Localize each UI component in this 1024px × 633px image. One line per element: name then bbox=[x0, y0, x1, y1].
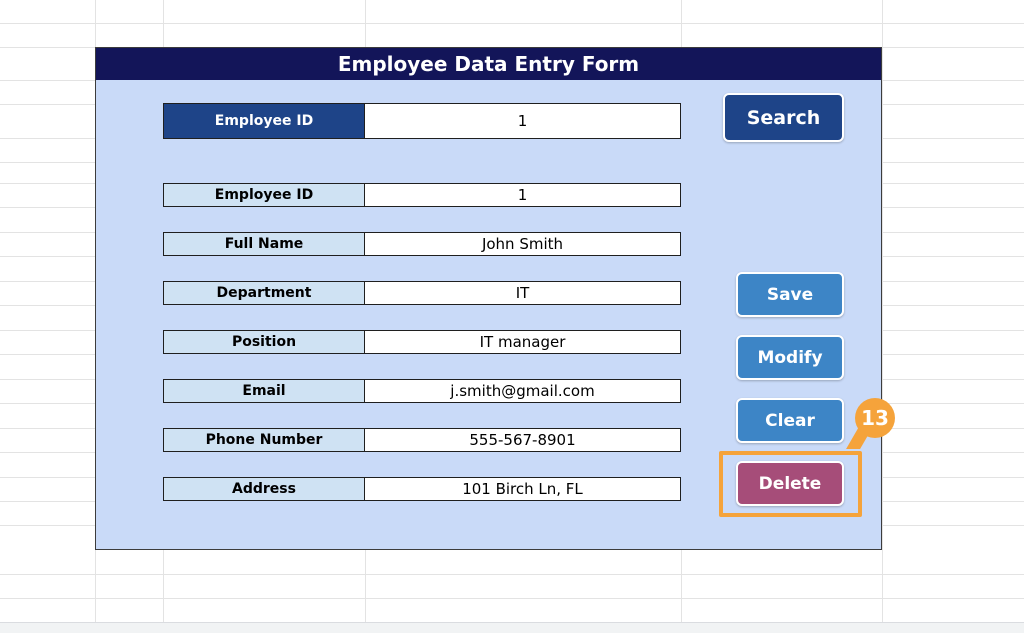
field-row-position bbox=[163, 330, 681, 354]
position-field[interactable]: IT manager bbox=[365, 330, 681, 354]
email-field[interactable]: j.smith@gmail.com bbox=[365, 379, 681, 403]
field-row-address bbox=[163, 477, 681, 501]
full-name-field[interactable]: John Smith bbox=[365, 232, 681, 256]
sheet-bottom-bar bbox=[0, 622, 1024, 633]
field-row-department bbox=[163, 281, 681, 305]
delete-button[interactable]: Delete bbox=[736, 461, 844, 506]
modify-button[interactable]: Modify bbox=[736, 335, 844, 380]
search-row bbox=[163, 103, 681, 139]
field-row-email bbox=[163, 379, 681, 403]
field-label: Full Name bbox=[163, 232, 365, 256]
field-label: Address bbox=[163, 477, 365, 501]
save-button[interactable]: Save bbox=[736, 272, 844, 317]
search-button[interactable]: Search bbox=[723, 93, 844, 142]
field-label: Position bbox=[163, 330, 365, 354]
field-label: Email bbox=[163, 379, 365, 403]
clear-button[interactable]: Clear bbox=[736, 398, 844, 443]
field-row-phone bbox=[163, 428, 681, 452]
department-field[interactable]: IT bbox=[365, 281, 681, 305]
form-title: Employee Data Entry Form bbox=[96, 48, 881, 80]
step-badge: 13 bbox=[855, 398, 895, 438]
search-id-label: Employee ID bbox=[163, 103, 365, 139]
employee-id-field[interactable]: 1 bbox=[365, 183, 681, 207]
field-label: Phone Number bbox=[163, 428, 365, 452]
field-label: Department bbox=[163, 281, 365, 305]
address-field[interactable]: 101 Birch Ln, FL bbox=[365, 477, 681, 501]
phone-number-field[interactable]: 555-567-8901 bbox=[365, 428, 681, 452]
search-id-input[interactable]: 1 bbox=[365, 103, 681, 139]
field-row-full-name bbox=[163, 232, 681, 256]
field-row-employee-id bbox=[163, 183, 681, 207]
delete-highlight-box bbox=[719, 451, 862, 517]
field-label: Employee ID bbox=[163, 183, 365, 207]
